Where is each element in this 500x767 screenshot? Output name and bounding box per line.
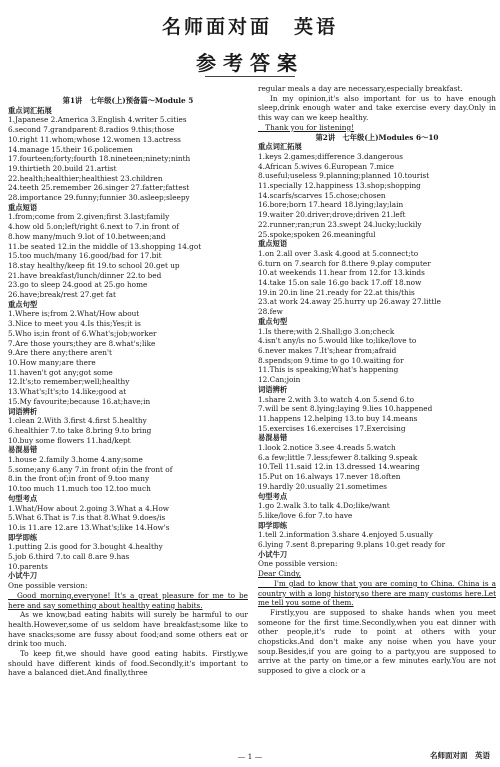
page-number: — 1 — [237, 752, 263, 761]
section-heading: 小试牛刀 [258, 549, 288, 559]
answer-line: 5.some;any 6.any 7.in front of;in the front of [8, 464, 173, 474]
section-heading: 重点句型 [258, 316, 288, 326]
answer-line: 14.scarfs/scarves 15.chose;chosen [258, 190, 386, 200]
answer-line: 22.health;healthier;healthiest 23.children [8, 173, 163, 183]
answer-line: 7.will be sent 8.lying;laying 9.lies 10.happened [258, 404, 433, 414]
answer-line: 8.spends;on 9.time to go 10.waiting for [258, 355, 404, 365]
answer-line: 15.Put on 16.always 17.never 18.often [258, 472, 401, 482]
answer-line: 1.putting 2.is good for 3.bought 4.healthy [8, 542, 163, 552]
answer-line: 8.how many/much 9.lot of 10.between;and [8, 231, 166, 241]
answer-line: 25.spoke;spoken 26.meaningful [258, 229, 376, 239]
answer-line: 9.Are there any;there aren't [8, 348, 112, 358]
answer-line: 4.African 5.wives 6.European 7.mice [258, 161, 394, 171]
answer-line: 19.in 20.in line 21.ready for 22.at this/this [258, 287, 415, 297]
lecture-heading: 第2讲 七年级(上)Modules 6～10 [315, 132, 439, 142]
answer-line: 8.useful;useless 9.planning;planned 10.tourist [258, 171, 430, 181]
section-heading: 小试牛刀 [8, 571, 38, 581]
section-heading: 句型考点 [258, 491, 288, 501]
answer-line: 18.stay healthy/keep fit 19.to school 20.get up [8, 260, 180, 270]
answer-line: 10.parents [8, 561, 48, 571]
section-heading: 易混易错 [8, 445, 38, 455]
answer-line: 1.What/How about 2.going 3.What a 4.How [8, 503, 170, 513]
answer-line: 26.have;break/rest 27.get fat [8, 290, 116, 300]
answer-line: 21.have breakfast/lunch/dinner 22.to bed [8, 270, 162, 280]
answer-line: 10.right 11.whom;whose 12.women 13.actress [8, 134, 181, 144]
answer-line: 6.never makes 7.It's;hear from;afraid [258, 345, 397, 355]
footer-book-name: 名师面对面 英语 [430, 751, 490, 760]
answer-line: 1.house 2.family 3.home 4.any;some [8, 455, 143, 465]
answer-line: 19.thirtieth 20.build 21.artist [8, 163, 117, 173]
answer-line: 22.runner;ran;run 23.swept 24.lucky;luckily [258, 219, 422, 229]
answer-line: 16.bore;born 17.heard 18.lying;lay;lain [258, 200, 404, 210]
answer-line: 10.too much 11.much too 12.too much [8, 484, 151, 494]
answer-key-title: 参考答案 [196, 51, 304, 75]
answer-line: 3.Nice to meet you 4.Is this;Yes;it is [8, 319, 141, 329]
answer-line: 10.is 11.are 12.are 13.What's;like 14.How's [8, 522, 170, 532]
title-underline [205, 76, 295, 77]
answer-line: 10.at weekends 11.hear from 12.for 13.kinds [258, 268, 425, 278]
answer-line: 1.keys 2.games;difference 3.dangerous [258, 151, 404, 161]
answer-line: One possible version: [8, 581, 88, 591]
answer-line: 19.hardly 20.usually 21.sometimes [258, 481, 388, 491]
answer-line: 15.My favourite;because 16.at;have;in [8, 396, 151, 406]
essay-paragraph: Good morning,everyone! It's a great pleasure for me to be here and say something about healthy eating habits. [8, 590, 248, 610]
answer-line: 12.Can;join [258, 375, 301, 385]
answer-line: 1.share 2.with 3.to watch 4.on 5.send 6.to [258, 394, 414, 404]
answer-line: 10.How many;are there [8, 357, 96, 367]
answer-line: 23.at work 24.away 25.hurry up 26.away 27.little [258, 297, 441, 307]
section-heading: 重点句型 [8, 299, 38, 309]
answer-line: 1.clean 2.With 3.first 4.first 5.healthy [8, 416, 147, 426]
section-heading: 即学即练 [258, 520, 288, 530]
answer-line: 6.lying 7.sent 8.preparing 9.plans 10.get ready for [258, 540, 446, 550]
section-heading: 重点短语 [8, 202, 38, 212]
answer-line: 6.turn on 7.search for 8.there 9.play computer [258, 258, 431, 268]
section-heading: 重点短语 [258, 239, 288, 249]
answer-line: 10.Tell 11.said 12.in 13.dressed 14.wearing [258, 462, 420, 472]
answer-line: 5.like/love 6.for 7.to have [258, 510, 353, 520]
answer-line: 14.manage 15.their 16.policemen [8, 144, 133, 154]
answer-line: 5.job 6.third 7.to call 8.are 9.has [8, 552, 130, 562]
answer-line: 4.how old 5.on;left/right 6.next to 7.in front of [8, 222, 179, 232]
answer-line: 24.teeth 25.remember 26.singer 27.fatter;fattest [8, 183, 190, 193]
answer-line: 7.Are those yours;they are 8.what's;like [8, 338, 156, 348]
series-title: 名师面对面 英语 [161, 16, 338, 38]
answer-line: 10.buy some flowers 11.had/kept [8, 435, 131, 445]
answer-line: 1.Japanese 2.America 3.English 4.writer 5.cities [8, 115, 187, 125]
answer-line: 11.be seated 12.in the middle of 13.shopping 14.got [8, 241, 202, 251]
answer-line: 6.healthier 7.to take 8.bring 9.to bring [8, 425, 152, 435]
section-heading: 易混易错 [258, 433, 288, 443]
answer-line: 11.specially 12.happiness 13.shop;shopping [258, 181, 421, 191]
answer-line: 6.a few;little 7.less;fewer 8.talking 9.speak [258, 452, 418, 462]
essay-paragraph: To keep fit,we should have good eating habits. Firstly,we should have different kinds of food.Secondly,it's important to have a balanced diet.And finally,three [8, 649, 248, 678]
answer-line: 14.take 15.on sale 16.go back 17.off 18.now [258, 278, 422, 288]
essay-paragraph: Firstly,you are supposed to shake hands when you meet someone for the first time.Secondly,when you eat dinner with other people,it's rude to point at others with your chopsticks.And don't make any noise when you have your soup.Besides,if you are going to a party,you are supposed to arrive at the party on time,or a few minutes early.You are not supposed to give a clock or a [258, 607, 496, 676]
answer-line: One possible version: [258, 559, 338, 569]
answer-line: 5.Who is;in front of 6.What's;job;worker [8, 328, 157, 338]
essay-paragraph: As we know,bad eating habits will surely be harmful to our health.However,some of us seldom have breakfast;some like to have snacks;some are fussy about food;and some others eat or drink too much. [8, 610, 248, 649]
answer-line: 5.What 6.That is 7.is that 8.What 9.does/is [8, 513, 166, 523]
answer-line: 8.in the front of;in front of 9.too many [8, 474, 150, 484]
answer-line: 28.importance 29.funny;funnier 30.asleep;sleepy [8, 193, 190, 203]
answer-line: 11.haven't got any;got some [8, 367, 113, 377]
essay-paragraph: In my opinion,it's also important for us to have enough sleep,drink enough water and take exercise every day.Only in this way can we keep healthy. [258, 93, 496, 123]
answer-line: 11.happens 12.helping 13.to buy 14.means [258, 413, 418, 423]
answer-line: 12.It's;to remember;well;healthy [8, 377, 130, 387]
answer-line: Dear Cindy, [258, 569, 302, 579]
answer-line: 17.fourteen;forty;fourth 18.nineteen;ninety;ninth [8, 154, 191, 164]
answer-line: 1.from;come from 2.given;first 3.last;family [8, 212, 170, 222]
right-column [258, 84, 496, 676]
section-heading: 句型考点 [8, 493, 38, 503]
answer-line: 4.isn't any/is no 5.would like to;like/love to [258, 336, 417, 346]
answer-line: 6.second 7.grandparent 8.radios 9.this;those [8, 125, 175, 135]
answer-line: 15.too much/many 16.good/bad for 17.bit [8, 251, 162, 261]
answer-line: 1.Where is;from 2.What/How about [8, 309, 140, 319]
answer-line: 1.Is there;with 2.Shall;go 3.on;check [258, 326, 395, 336]
answer-line: 1.tell 2.information 3.share 4.enjoyed 5.usually [258, 530, 433, 540]
section-heading: 词语辨析 [8, 406, 38, 416]
section-heading: 词语辨析 [258, 384, 288, 394]
answer-line: 19.waiter 20.driver;drove;driven 21.left [258, 210, 406, 220]
section-heading: 重点词汇拓展 [8, 105, 52, 115]
essay-paragraph: regular meals a day are necessary,especially breakfast. [258, 84, 463, 93]
answer-line: 11.This is speaking;What's happening [258, 365, 399, 375]
answer-line: 28.few [258, 307, 283, 317]
answer-line: Thank you for listening! [258, 122, 355, 132]
answer-line: 15.exercises 16.exercises 17.Exercising [258, 423, 406, 433]
answer-line: 1.go 2.walk 3.to talk 4.Do;like/want [258, 501, 390, 511]
section-heading: 重点词汇拓展 [258, 142, 302, 152]
essay-paragraph: I'm glad to know that you are coming to China. China is a country with a long history,so there are many customs here.Let me tell you some of them. [258, 578, 496, 608]
answer-line: 13.What's;It's;to 14.like;good at [8, 387, 127, 397]
section-heading: 即学即练 [8, 532, 38, 542]
lecture-heading: 第1讲 七年级(上)预备篇～Module 5 [62, 96, 194, 105]
answer-line: 1.on 2.all over 3.ask 4.good at 5.connect;to [258, 248, 419, 258]
answer-line: 1.look 2.notice 3.see 4.reads 5.watch [258, 443, 396, 453]
answer-line: 23.go to sleep 24.good at 25.go home [8, 280, 148, 290]
left-column [8, 96, 248, 678]
